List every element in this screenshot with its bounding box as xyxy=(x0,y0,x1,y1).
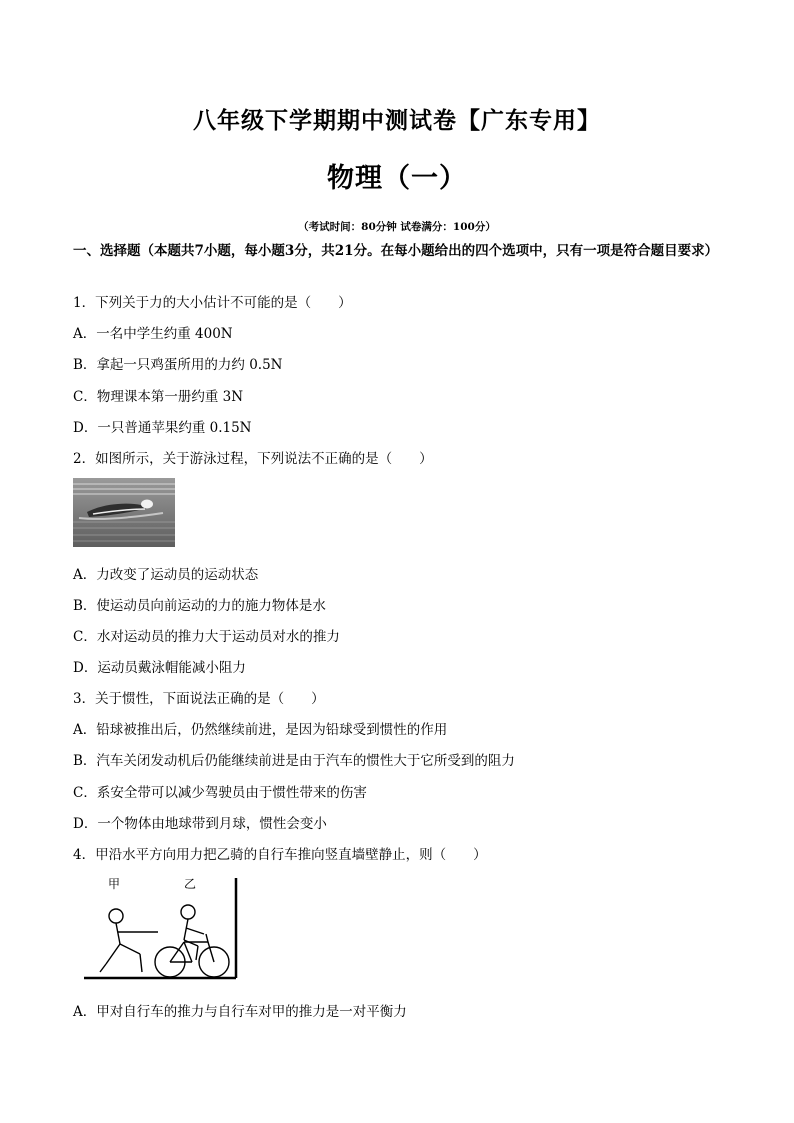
question-2-option-d: D．运动员戴泳帽能减小阻力 xyxy=(73,660,246,676)
section-heading: 一、选择题（本题共7小题，每小题3分，共21分。在每小题给出的四个选项中，只有一项是符合题目要求） xyxy=(73,243,719,259)
question-3-option-a: A．铅球被推出后，仍然继续前进，是因为铅球受到惯性的作用 xyxy=(73,722,448,738)
question-4-option-a: A．甲对自行车的推力与自行车对甲的推力是一对平衡力 xyxy=(73,1004,407,1020)
question-4-stem: 4．甲沿水平方向用力把乙骑的自行车推向竖直墙壁静止，则（ ） xyxy=(73,847,487,863)
question-1-option-c: C．物理课本第一册约重 3N xyxy=(73,389,244,405)
page-subtitle: 物理（一） xyxy=(327,163,467,194)
label-jia: 甲 xyxy=(108,877,121,891)
question-2-option-b: B．使运动员向前运动的力的施力物体是水 xyxy=(73,598,326,614)
question-2-stem: 2．如图所示，关于游泳过程，下列说法不正确的是（ ） xyxy=(73,451,433,467)
question-2-option-a: A．力改变了运动员的运动状态 xyxy=(73,567,259,583)
exam-info: （考试时间：80分钟 试卷满分：100分） xyxy=(298,221,496,233)
question-3-option-b: B．汽车关闭发动机后仍能继续前进是由于汽车的惯性大于它所受到的阻力 xyxy=(73,753,515,769)
question-1-option-d: D．一只普通苹果约重 0.15N xyxy=(73,420,252,436)
label-yi: 乙 xyxy=(184,877,197,891)
question-2-option-c: C．水对运动员的推力大于运动员对水的推力 xyxy=(73,629,340,645)
question-1-option-b: B．拿起一只鸡蛋所用的力约 0.5N xyxy=(73,357,283,373)
page-title: 八年级下学期期中测试卷【广东专用】 xyxy=(193,108,601,134)
question-3-option-c: C．系安全带可以减少驾驶员由于惯性带来的伤害 xyxy=(73,785,367,801)
swimmer-photo xyxy=(73,478,175,547)
question-3-option-d: D．一个物体由地球带到月球，惯性会变小 xyxy=(73,816,327,832)
question-1-stem: 1．下列关于力的大小估计不可能的是（ ） xyxy=(73,295,352,311)
bicycle-push-figure xyxy=(80,872,242,984)
question-3-stem: 3．关于惯性，下面说法正确的是（ ） xyxy=(73,691,325,707)
question-1-option-a: A．一名中学生约重 400N xyxy=(73,326,233,342)
